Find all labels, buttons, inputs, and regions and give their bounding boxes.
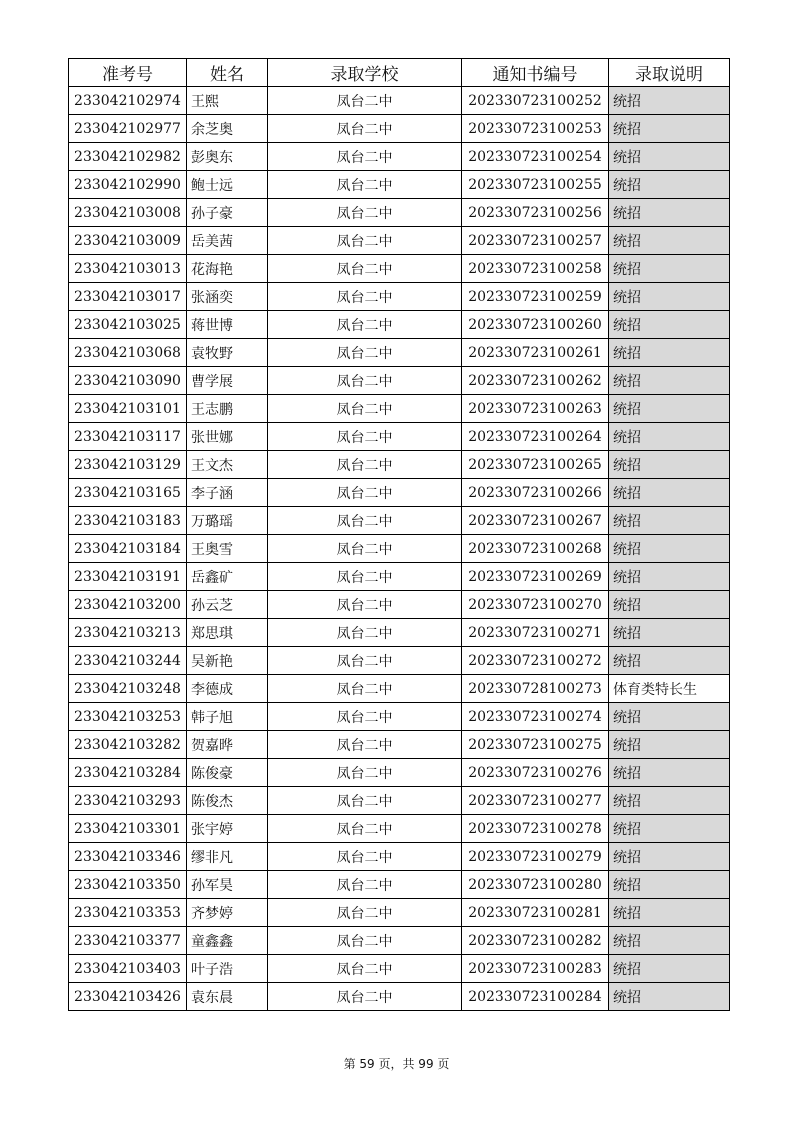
cell-school: 凤台二中 — [268, 843, 462, 871]
cell-notice-number: 202330723100269 — [462, 563, 609, 591]
cell-school: 凤台二中 — [268, 955, 462, 983]
cell-admission-note: 统招 — [609, 843, 730, 871]
cell-admission-note: 统招 — [609, 927, 730, 955]
cell-exam-id: 233042102982 — [69, 143, 187, 171]
table-row — [69, 843, 730, 871]
cell-name: 余芝奥 — [187, 115, 268, 143]
cell-exam-id: 233042103200 — [69, 591, 187, 619]
cell-name: 彭奥东 — [187, 143, 268, 171]
cell-name: 张涵奕 — [187, 283, 268, 311]
table-row — [69, 143, 730, 171]
cell-admission-note: 统招 — [609, 87, 730, 115]
cell-school: 凤台二中 — [268, 647, 462, 675]
cell-notice-number: 202330723100270 — [462, 591, 609, 619]
cell-exam-id: 233042102977 — [69, 115, 187, 143]
table-row — [69, 731, 730, 759]
table-row — [69, 87, 730, 115]
cell-school: 凤台二中 — [268, 87, 462, 115]
cell-admission-note: 统招 — [609, 983, 730, 1011]
cell-exam-id: 233042103013 — [69, 255, 187, 283]
cell-school: 凤台二中 — [268, 367, 462, 395]
cell-name: 孙子豪 — [187, 199, 268, 227]
cell-notice-number: 202330723100255 — [462, 171, 609, 199]
cell-school: 凤台二中 — [268, 675, 462, 703]
cell-school: 凤台二中 — [268, 339, 462, 367]
cell-admission-note: 统招 — [609, 115, 730, 143]
cell-notice-number: 202330723100262 — [462, 367, 609, 395]
cell-notice-number: 202330723100267 — [462, 507, 609, 535]
cell-name: 孙云芝 — [187, 591, 268, 619]
cell-exam-id: 233042103213 — [69, 619, 187, 647]
cell-exam-id: 233042103244 — [69, 647, 187, 675]
cell-school: 凤台二中 — [268, 423, 462, 451]
cell-notice-number: 202330723100252 — [462, 87, 609, 115]
cell-exam-id: 233042103282 — [69, 731, 187, 759]
cell-name: 袁牧野 — [187, 339, 268, 367]
table-row — [69, 479, 730, 507]
cell-school: 凤台二中 — [268, 703, 462, 731]
cell-admission-note: 统招 — [609, 815, 730, 843]
cell-exam-id: 233042102974 — [69, 87, 187, 115]
table-row — [69, 871, 730, 899]
cell-admission-note: 统招 — [609, 423, 730, 451]
table-row — [69, 983, 730, 1011]
cell-exam-id: 233042103293 — [69, 787, 187, 815]
cell-admission-note: 统招 — [609, 199, 730, 227]
table-row — [69, 647, 730, 675]
cell-notice-number: 202330723100258 — [462, 255, 609, 283]
cell-admission-note: 统招 — [609, 367, 730, 395]
cell-exam-id: 233042103350 — [69, 871, 187, 899]
cell-name: 蒋世博 — [187, 311, 268, 339]
header-exam-id: 准考号 — [69, 59, 187, 87]
cell-admission-note: 统招 — [609, 171, 730, 199]
cell-notice-number: 202330723100257 — [462, 227, 609, 255]
cell-name: 岳美茜 — [187, 227, 268, 255]
cell-admission-note: 统招 — [609, 339, 730, 367]
cell-notice-number: 202330723100283 — [462, 955, 609, 983]
cell-name: 吴新艳 — [187, 647, 268, 675]
cell-school: 凤台二中 — [268, 731, 462, 759]
cell-admission-note: 体育类特长生 — [609, 675, 730, 703]
table-row — [69, 955, 730, 983]
cell-exam-id: 233042103183 — [69, 507, 187, 535]
cell-school: 凤台二中 — [268, 283, 462, 311]
table-row — [69, 899, 730, 927]
cell-exam-id: 233042102990 — [69, 171, 187, 199]
cell-exam-id: 233042103090 — [69, 367, 187, 395]
cell-name: 李德成 — [187, 675, 268, 703]
cell-name: 张宇婷 — [187, 815, 268, 843]
cell-school: 凤台二中 — [268, 563, 462, 591]
cell-notice-number: 202330723100253 — [462, 115, 609, 143]
cell-notice-number: 202330723100265 — [462, 451, 609, 479]
table-row — [69, 255, 730, 283]
cell-exam-id: 233042103346 — [69, 843, 187, 871]
cell-exam-id: 233042103009 — [69, 227, 187, 255]
cell-admission-note: 统招 — [609, 591, 730, 619]
table-row — [69, 619, 730, 647]
header-notice-number: 通知书编号 — [462, 59, 609, 87]
cell-admission-note: 统招 — [609, 759, 730, 787]
cell-name: 袁东晨 — [187, 983, 268, 1011]
cell-school: 凤台二中 — [268, 171, 462, 199]
cell-name: 陈俊杰 — [187, 787, 268, 815]
cell-school: 凤台二中 — [268, 899, 462, 927]
cell-notice-number: 202330723100276 — [462, 759, 609, 787]
cell-school: 凤台二中 — [268, 619, 462, 647]
cell-exam-id: 233042103184 — [69, 535, 187, 563]
cell-admission-note: 统招 — [609, 227, 730, 255]
cell-exam-id: 233042103353 — [69, 899, 187, 927]
cell-notice-number: 202330723100282 — [462, 927, 609, 955]
table-row — [69, 115, 730, 143]
cell-exam-id: 233042103377 — [69, 927, 187, 955]
table-row — [69, 395, 730, 423]
cell-exam-id: 233042103253 — [69, 703, 187, 731]
cell-name: 花海艳 — [187, 255, 268, 283]
table-row — [69, 787, 730, 815]
cell-school: 凤台二中 — [268, 395, 462, 423]
cell-notice-number: 202330723100281 — [462, 899, 609, 927]
cell-school: 凤台二中 — [268, 507, 462, 535]
cell-name: 张世娜 — [187, 423, 268, 451]
cell-admission-note: 统招 — [609, 507, 730, 535]
admissions-sheet — [68, 58, 729, 1011]
cell-notice-number: 202330723100264 — [462, 423, 609, 451]
table-row — [69, 507, 730, 535]
cell-notice-number: 202330723100280 — [462, 871, 609, 899]
cell-notice-number: 202330723100271 — [462, 619, 609, 647]
cell-name: 陈俊豪 — [187, 759, 268, 787]
table-row — [69, 815, 730, 843]
cell-school: 凤台二中 — [268, 787, 462, 815]
cell-name: 曹学展 — [187, 367, 268, 395]
cell-exam-id: 233042103403 — [69, 955, 187, 983]
cell-notice-number: 202330723100275 — [462, 731, 609, 759]
table-row — [69, 451, 730, 479]
cell-notice-number: 202330723100261 — [462, 339, 609, 367]
cell-notice-number: 202330723100277 — [462, 787, 609, 815]
table-row — [69, 675, 730, 703]
cell-school: 凤台二中 — [268, 451, 462, 479]
cell-admission-note: 统招 — [609, 451, 730, 479]
cell-admission-note: 统招 — [609, 563, 730, 591]
cell-admission-note: 统招 — [609, 647, 730, 675]
cell-admission-note: 统招 — [609, 955, 730, 983]
cell-admission-note: 统招 — [609, 395, 730, 423]
table-row — [69, 759, 730, 787]
cell-exam-id: 233042103068 — [69, 339, 187, 367]
table-row — [69, 423, 730, 451]
table-header-row — [69, 59, 730, 87]
cell-admission-note: 统招 — [609, 871, 730, 899]
cell-notice-number: 202330723100274 — [462, 703, 609, 731]
header-admission-note: 录取说明 — [609, 59, 730, 87]
cell-admission-note: 统招 — [609, 143, 730, 171]
cell-name: 岳鑫矿 — [187, 563, 268, 591]
table-row — [69, 367, 730, 395]
cell-notice-number: 202330723100263 — [462, 395, 609, 423]
cell-school: 凤台二中 — [268, 535, 462, 563]
cell-exam-id: 233042103248 — [69, 675, 187, 703]
cell-school: 凤台二中 — [268, 479, 462, 507]
cell-notice-number: 202330723100272 — [462, 647, 609, 675]
cell-name: 王奥雪 — [187, 535, 268, 563]
header-school: 录取学校 — [268, 59, 462, 87]
table-row — [69, 563, 730, 591]
cell-name: 郑思琪 — [187, 619, 268, 647]
cell-name: 王志鹏 — [187, 395, 268, 423]
table-row — [69, 535, 730, 563]
cell-notice-number: 202330723100260 — [462, 311, 609, 339]
cell-exam-id: 233042103117 — [69, 423, 187, 451]
cell-name: 叶子浩 — [187, 955, 268, 983]
cell-name: 韩子旭 — [187, 703, 268, 731]
cell-admission-note: 统招 — [609, 619, 730, 647]
cell-school: 凤台二中 — [268, 815, 462, 843]
header-name: 姓名 — [187, 59, 268, 87]
cell-name: 孙军昊 — [187, 871, 268, 899]
cell-name: 李子涵 — [187, 479, 268, 507]
cell-notice-number: 202330723100259 — [462, 283, 609, 311]
cell-school: 凤台二中 — [268, 115, 462, 143]
cell-school: 凤台二中 — [268, 927, 462, 955]
cell-exam-id: 233042103191 — [69, 563, 187, 591]
table-row — [69, 283, 730, 311]
table-row — [69, 591, 730, 619]
cell-name: 童鑫鑫 — [187, 927, 268, 955]
cell-name: 王熙 — [187, 87, 268, 115]
cell-school: 凤台二中 — [268, 227, 462, 255]
cell-school: 凤台二中 — [268, 983, 462, 1011]
cell-school: 凤台二中 — [268, 759, 462, 787]
cell-name: 鲍士远 — [187, 171, 268, 199]
table-row — [69, 703, 730, 731]
cell-school: 凤台二中 — [268, 591, 462, 619]
cell-name: 王文杰 — [187, 451, 268, 479]
cell-school: 凤台二中 — [268, 255, 462, 283]
cell-exam-id: 233042103165 — [69, 479, 187, 507]
table-row — [69, 339, 730, 367]
cell-admission-note: 统招 — [609, 731, 730, 759]
cell-admission-note: 统招 — [609, 311, 730, 339]
cell-notice-number: 202330723100256 — [462, 199, 609, 227]
table-row — [69, 199, 730, 227]
cell-notice-number: 202330723100279 — [462, 843, 609, 871]
cell-admission-note: 统招 — [609, 479, 730, 507]
cell-school: 凤台二中 — [268, 311, 462, 339]
cell-exam-id: 233042103017 — [69, 283, 187, 311]
cell-notice-number: 202330723100284 — [462, 983, 609, 1011]
cell-admission-note: 统招 — [609, 899, 730, 927]
cell-name: 齐梦婷 — [187, 899, 268, 927]
cell-admission-note: 统招 — [609, 255, 730, 283]
table-body — [69, 87, 730, 1011]
cell-school: 凤台二中 — [268, 871, 462, 899]
cell-school: 凤台二中 — [268, 143, 462, 171]
cell-admission-note: 统招 — [609, 703, 730, 731]
cell-notice-number: 202330728100273 — [462, 675, 609, 703]
cell-admission-note: 统招 — [609, 283, 730, 311]
cell-name: 万璐瑶 — [187, 507, 268, 535]
cell-admission-note: 统招 — [609, 535, 730, 563]
table-row — [69, 927, 730, 955]
cell-name: 贺嘉晔 — [187, 731, 268, 759]
admissions-table — [68, 58, 730, 1011]
cell-notice-number: 202330723100278 — [462, 815, 609, 843]
cell-admission-note: 统招 — [609, 787, 730, 815]
cell-exam-id: 233042103426 — [69, 983, 187, 1011]
cell-exam-id: 233042103284 — [69, 759, 187, 787]
cell-exam-id: 233042103129 — [69, 451, 187, 479]
page-footer: 第 59 页，共 99 页 — [343, 1057, 450, 1071]
cell-notice-number: 202330723100266 — [462, 479, 609, 507]
cell-exam-id: 233042103101 — [69, 395, 187, 423]
cell-notice-number: 202330723100254 — [462, 143, 609, 171]
cell-exam-id: 233042103025 — [69, 311, 187, 339]
cell-school: 凤台二中 — [268, 199, 462, 227]
cell-name: 缪非凡 — [187, 843, 268, 871]
cell-exam-id: 233042103008 — [69, 199, 187, 227]
cell-notice-number: 202330723100268 — [462, 535, 609, 563]
cell-exam-id: 233042103301 — [69, 815, 187, 843]
table-row — [69, 227, 730, 255]
table-row — [69, 171, 730, 199]
table-row — [69, 311, 730, 339]
